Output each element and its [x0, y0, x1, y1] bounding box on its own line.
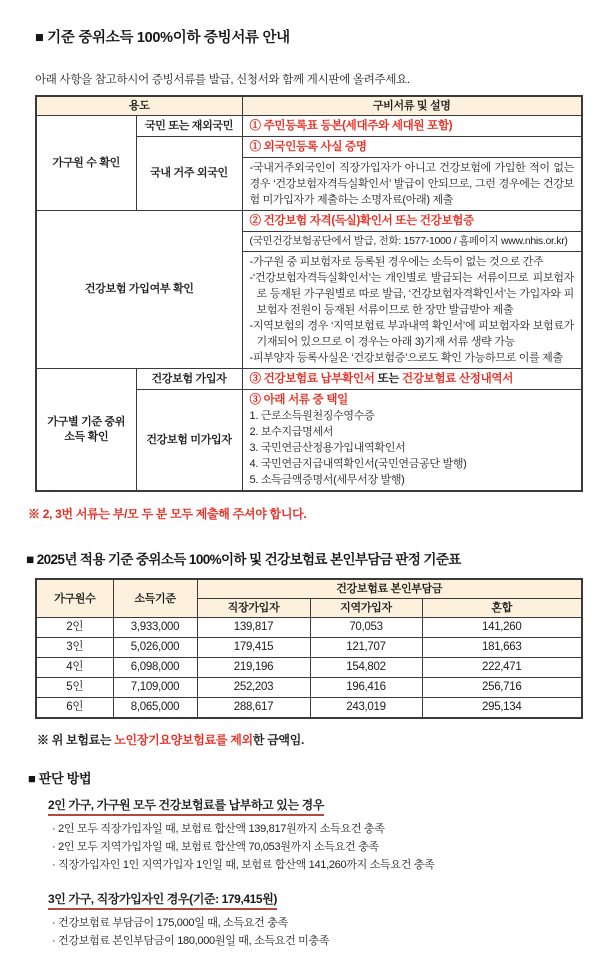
cell-income: 3,933,000 [113, 618, 197, 638]
cell-income: 8,065,000 [113, 698, 197, 719]
table-row [36, 211, 582, 232]
case2-bullet: · 건강보험료 부담금이 175,000일 때, 소득요건 충족 [52, 917, 288, 929]
cell-workplace: 288,617 [197, 698, 310, 719]
cell-workplace: 252,203 [197, 678, 310, 698]
insurance-issuer-info: (국민건강보험공단에서 발급, 전화: 1577-1000 / 홈페이지 www.nhis.or.kr) [242, 232, 582, 252]
case2-heading: 3인 가구, 직장가입자인 경우(기준: 179,415원) [48, 890, 277, 910]
insurance-note: -가구원 중 피보험자로 등록된 경우에는 소득이 없는 것으로 간주 [249, 256, 544, 268]
row-label-insured: 건강보험 가입자 [136, 369, 242, 390]
table-row [36, 678, 582, 698]
cell-workplace: 219,196 [197, 658, 310, 678]
case1-heading: 2인 가구, 가구원 모두 건강보험료를 납부하고 있는 경우 [48, 796, 324, 816]
cell-household: 2인 [36, 618, 113, 638]
case1-bullet: · 직장가입자인 1인 지역가입자 1인일 때, 보험료 합산액 141,260까지 소득요건 충족 [52, 859, 435, 871]
income-doc-item: 3. 국민연금산정용가입내역확인서 [249, 442, 406, 454]
cell-household: 4인 [36, 658, 113, 678]
row-label-household-count: 가구원 수 확인 [36, 116, 136, 211]
doc-premium-or: 또는 [374, 373, 403, 385]
row-label-uninsured: 건강보험 미가입자 [136, 390, 242, 492]
note2-prefix: ※ 위 보험료는 [37, 733, 115, 747]
doc-insurance-cert: ② 건강보험 자격(득실)확인서 또는 건강보험증 [242, 211, 582, 232]
cell-local: 121,707 [310, 638, 422, 658]
row-label-insurance-check: 건강보험 가입여부 확인 [36, 211, 242, 369]
intro-text: 아래 사항을 참고하시어 증빙서류를 발급, 신청서와 함께 게시판에 올려주세요. [35, 74, 410, 86]
header-mixed: 혼합 [422, 599, 582, 618]
cell-mixed: 222,471 [422, 658, 582, 678]
doc-choose-one: ③ 아래 서류 중 택일 [249, 394, 348, 406]
row-label-income-check: 가구별 기준 중위소득 확인 [36, 369, 136, 492]
doc-premium-payment-cert [242, 369, 582, 390]
row-label-national: 국민 또는 재외국민 [136, 116, 242, 137]
insurance-notes-cell [242, 252, 582, 369]
judgment-case-2 [48, 890, 582, 950]
cell-income: 6,098,000 [113, 658, 197, 678]
cell-workplace: 139,817 [197, 618, 310, 638]
requirements-table [35, 95, 583, 492]
header-workplace: 직장가입자 [197, 599, 310, 618]
cell-income: 5,026,000 [113, 638, 197, 658]
doc-foreigner-register: ① 외국인등록 사실 증명 [242, 137, 582, 158]
cell-household: 6인 [36, 698, 113, 719]
insurance-note: -‘건강보험자격득실확인서’는 개인별로 발급되는 서류이므로 피보험자로 등재된 가구원별로 따로 발급, ‘건강보험자격확인서’는 가입자와 피보험자 전원이 등재된 서류이므로 한 장만 발급받아 제출 [249, 272, 574, 316]
cell-mixed: 181,663 [422, 638, 582, 658]
doc-resident-register: ① 주민등록표 등본(세대주와 세대원 포함) [242, 116, 582, 137]
cell-workplace: 179,415 [197, 638, 310, 658]
cell-household: 3인 [36, 638, 113, 658]
table-row [36, 698, 582, 719]
cell-local: 196,416 [310, 678, 422, 698]
note-excludes-longterm-care [37, 731, 582, 748]
table-header-row [36, 579, 582, 599]
table-row [36, 116, 582, 137]
section1-title: ■ 기준 중위소득 100%이하 증빙서류 안내 [35, 30, 290, 46]
criteria-table [35, 578, 583, 719]
cell-mixed: 256,716 [422, 678, 582, 698]
header-household-count: 가구원수 [36, 579, 113, 618]
income-doc-item: 5. 소득금액증명서(세무서장 발행) [249, 474, 405, 486]
section2-title: ■ 2025년 적용 기준 중위소득 100%이하 및 건강보험료 본인부담금 판정 기준표 [26, 552, 461, 567]
table-header-row [36, 96, 582, 116]
insurance-note: -피부양자 등록사실은 ‘건강보험증’으로도 확인 가능하므로 이를 제출 [249, 352, 563, 364]
case2-bullets [52, 914, 582, 950]
cell-mixed: 295,134 [422, 698, 582, 719]
judgment-case-1 [48, 796, 582, 874]
case2-bullet: · 건강보험료 본인부담금이 180,000원일 때, 소득요건 미충족 [52, 935, 330, 947]
income-doc-item: 4. 국민연금지급내역확인서(국민연금공단 발행) [249, 458, 467, 470]
cell-local: 70,053 [310, 618, 422, 638]
case1-bullet: · 2인 모두 지역가입자일 때, 보험료 합산액 70,053원까지 소득요건 충족 [52, 841, 379, 853]
cell-income: 7,109,000 [113, 678, 197, 698]
doc-premium-red1: ③ 건강보험료 납부확인서 [249, 373, 375, 385]
foreigner-desc: -국내거주외국인이 직장가입자가 아니고 건강보험에 가입한 적이 없는 경우 ‘건강보험자격득실확인서’ 발급이 안되므로, 그런 경우에는 건강보험 미가입자가 제출하는 소명자료(아래) 제출 [242, 158, 582, 211]
header-docs: 구비서류 및 설명 [242, 96, 582, 116]
case1-bullets [52, 820, 582, 874]
header-income-standard: 소득기준 [113, 579, 197, 618]
case1-bullet: · 2인 모두 직장가입자일 때, 보험료 합산액 139,817원까지 소득요건 충족 [52, 823, 385, 835]
insurance-note: -지역보험의 경우 ‘지역보험료 부과내역 확인서’에 피보험자와 보험료가 기재되어 있으므로 이 경우는 아래 3)기재 서류 생략 가능 [249, 320, 574, 348]
header-premium-group: 건강보험료 본인부담금 [197, 579, 582, 599]
table-row [36, 658, 582, 678]
note2-suffix: 한 금액임. [252, 733, 305, 747]
header-usage: 용도 [36, 96, 242, 116]
table-row [36, 369, 582, 390]
table-row [36, 618, 582, 638]
cell-household: 5인 [36, 678, 113, 698]
note2-red: 노인장기요양보험료를 제외 [114, 733, 253, 747]
note-submit-both-parents: ※ 2, 3번 서류는 부/모 두 분 모두 제출해 주셔야 합니다. [28, 507, 307, 521]
doc-premium-red2: 건강보험료 산정내역서 [402, 373, 513, 385]
cell-local: 154,802 [310, 658, 422, 678]
cell-local: 243,019 [310, 698, 422, 719]
cell-mixed: 141,260 [422, 618, 582, 638]
table-row [36, 638, 582, 658]
income-doc-item: 1. 근로소득원천징수영수증 [249, 410, 375, 422]
income-doc-item: 2. 보수지급명세서 [249, 426, 334, 438]
uninsured-docs-cell [242, 390, 582, 492]
section3-title: ■ 판단 방법 [28, 771, 92, 786]
header-local: 지역가입자 [310, 599, 422, 618]
row-label-foreigner: 국내 거주 외국인 [136, 137, 242, 211]
